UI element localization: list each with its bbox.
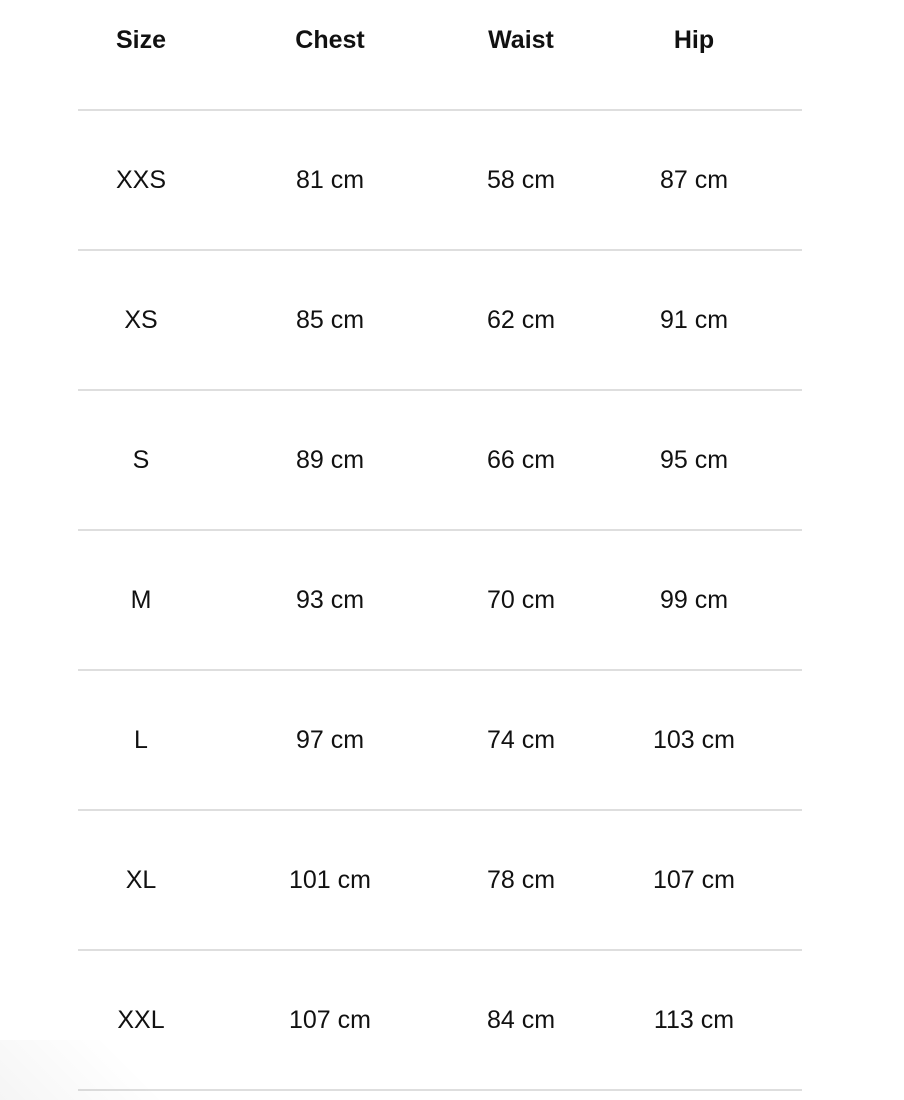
- cell-waist: 66 cm: [456, 390, 586, 530]
- cell-size: XXL: [78, 950, 204, 1090]
- cell-size: XL: [78, 810, 204, 950]
- cell-size: XXS: [78, 110, 204, 250]
- cell-hip: 95 cm: [586, 390, 802, 530]
- cell-chest: 107 cm: [204, 950, 456, 1090]
- header-row: [78, 0, 802, 110]
- cell-waist: 70 cm: [456, 530, 586, 670]
- cell-hip: 113 cm: [586, 950, 802, 1090]
- cell-size: S: [78, 390, 204, 530]
- table-row: [78, 110, 802, 250]
- header-size: Size: [78, 0, 204, 110]
- table-row: [78, 390, 802, 530]
- size-chart-table: [78, 0, 802, 1091]
- header-chest: Chest: [204, 0, 456, 110]
- cell-size: L: [78, 670, 204, 810]
- cell-waist: 78 cm: [456, 810, 586, 950]
- cell-chest: 101 cm: [204, 810, 456, 950]
- cell-waist: 58 cm: [456, 110, 586, 250]
- cell-hip: 107 cm: [586, 810, 802, 950]
- cell-hip: 103 cm: [586, 670, 802, 810]
- cell-chest: 93 cm: [204, 530, 456, 670]
- cell-chest: 97 cm: [204, 670, 456, 810]
- cell-waist: 62 cm: [456, 250, 586, 390]
- cell-hip: 99 cm: [586, 530, 802, 670]
- table-row: [78, 950, 802, 1090]
- cell-hip: 87 cm: [586, 110, 802, 250]
- table-row: [78, 250, 802, 390]
- cell-chest: 85 cm: [204, 250, 456, 390]
- size-chart-header: [78, 0, 802, 110]
- cell-chest: 89 cm: [204, 390, 456, 530]
- table-row: [78, 530, 802, 670]
- table-row: [78, 810, 802, 950]
- table-row: [78, 670, 802, 810]
- cell-hip: 91 cm: [586, 250, 802, 390]
- cell-size: M: [78, 530, 204, 670]
- cell-waist: 84 cm: [456, 950, 586, 1090]
- cell-chest: 81 cm: [204, 110, 456, 250]
- header-waist: Waist: [456, 0, 586, 110]
- cell-size: XS: [78, 250, 204, 390]
- size-chart-body: [78, 110, 802, 1090]
- cell-waist: 74 cm: [456, 670, 586, 810]
- header-hip: Hip: [586, 0, 802, 110]
